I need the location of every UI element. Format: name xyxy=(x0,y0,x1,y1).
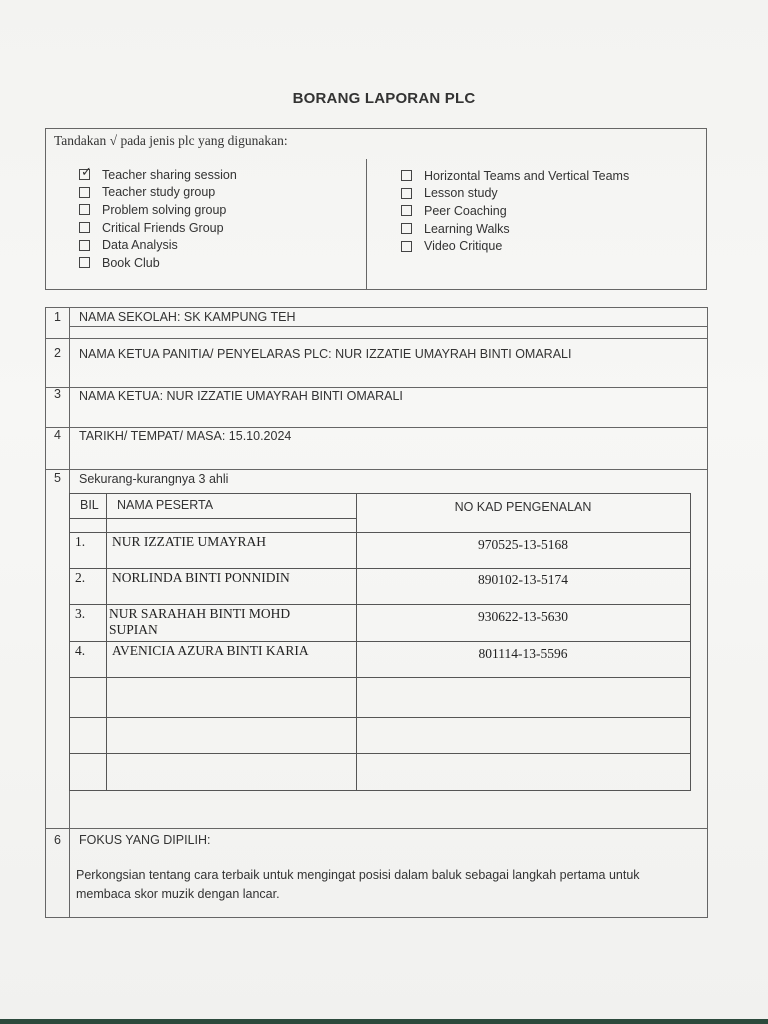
section-number: 5 xyxy=(54,471,61,485)
row-line xyxy=(70,532,690,533)
header-bil: BIL xyxy=(80,498,99,512)
section-number: 1 xyxy=(54,310,61,324)
participant-bil: 1. xyxy=(75,534,86,549)
section-leader-name: NAMA KETUA: NUR IZZATIE UMAYRAH BINTI OMARALI xyxy=(79,389,403,403)
section-number: 3 xyxy=(54,387,61,401)
row-line xyxy=(46,469,707,470)
section-plc-coordinator: NAMA KETUA PANITIA/ PENYELARAS PLC: NUR IZZATIE UMAYRAH BINTI OMARALI xyxy=(79,347,572,361)
row-line xyxy=(69,326,707,327)
plc-options-left xyxy=(79,166,237,272)
checkbox-icon[interactable] xyxy=(79,240,90,251)
participant-ic: 930622-13-5630 xyxy=(478,609,568,624)
option-horizontal-vertical-teams[interactable]: Horizontal Teams and Vertical Teams xyxy=(401,167,629,185)
checkbox-icon[interactable] xyxy=(401,223,412,234)
checkbox-icon[interactable] xyxy=(79,257,90,268)
section-school-name: NAMA SEKOLAH: SK KAMPUNG TEH xyxy=(79,310,296,324)
instruction-text: Tandakan √ pada jenis plc yang digunakan: xyxy=(54,133,288,148)
participant-name: NORLINDA BINTI PONNIDIN xyxy=(112,570,290,585)
option-lesson-study[interactable]: Lesson study xyxy=(401,185,629,203)
option-teacher-sharing-session[interactable]: ✓ Teacher sharing session xyxy=(79,166,237,184)
option-problem-solving-group[interactable]: Problem solving group xyxy=(79,201,237,219)
checkbox-icon[interactable] xyxy=(401,205,412,216)
row-line xyxy=(70,717,690,718)
participant-name: AVENICIA AZURA BINTI KARIA xyxy=(112,643,309,658)
option-book-club[interactable]: Book Club xyxy=(79,254,237,272)
option-data-analysis[interactable]: Data Analysis xyxy=(79,236,237,254)
option-critical-friends-group[interactable]: Critical Friends Group xyxy=(79,219,237,237)
section-number: 4 xyxy=(54,428,61,442)
option-peer-coaching[interactable]: Peer Coaching xyxy=(401,202,629,220)
checkbox-icon[interactable] xyxy=(401,170,412,181)
checkbox-icon[interactable] xyxy=(79,222,90,233)
checkbox-checked-icon[interactable] xyxy=(79,169,90,180)
section-number: 6 xyxy=(54,833,61,847)
column-divider xyxy=(366,159,367,289)
participant-name: NUR SARAHAH BINTI MOHD SUPIAN xyxy=(109,606,291,637)
header-participant-name: NAMA PESERTA xyxy=(117,498,214,512)
section-date-place-time: TARIKH/ TEMPAT/ MASA: 15.10.2024 xyxy=(79,429,292,443)
participant-ic: 801114-13-5596 xyxy=(478,646,568,661)
background-edge xyxy=(0,1019,768,1024)
option-teacher-study-group[interactable]: Teacher study group xyxy=(79,184,237,202)
row-line xyxy=(70,753,690,754)
row-line xyxy=(46,387,707,388)
option-video-critique[interactable]: Video Critique xyxy=(401,237,629,255)
participant-name: NUR IZZATIE UMAYRAH xyxy=(112,534,266,549)
participants-table xyxy=(69,493,691,791)
row-line xyxy=(46,427,707,428)
row-line xyxy=(70,677,690,678)
checkbox-icon[interactable] xyxy=(79,204,90,215)
header-ic-number: NO KAD PENGENALAN xyxy=(454,500,592,514)
option-learning-walks[interactable]: Learning Walks xyxy=(401,220,629,238)
participant-ic: 890102-13-5174 xyxy=(478,572,568,587)
section-members-note: Sekurang-kurangnya 3 ahli xyxy=(79,472,229,486)
checkbox-icon[interactable] xyxy=(401,241,412,252)
row-line xyxy=(70,604,690,605)
participant-bil: 4. xyxy=(75,643,86,658)
participant-ic: 970525-13-5168 xyxy=(478,537,568,552)
column-divider xyxy=(106,494,107,790)
focus-description: Perkongsian tentang cara terbaik untuk mengingat posisi dalam baluk sebagai langkah pertama untuk membaca skor muzik dengan lancar. xyxy=(76,868,640,901)
row-line xyxy=(46,828,707,829)
row-line xyxy=(70,518,356,519)
row-line xyxy=(70,568,690,569)
form-title: BORANG LAPORAN PLC xyxy=(292,90,476,107)
row-line xyxy=(70,641,690,642)
participant-bil: 3. xyxy=(75,606,86,621)
checkbox-icon[interactable] xyxy=(79,187,90,198)
plc-options-right xyxy=(401,167,629,255)
participant-bil: 2. xyxy=(75,570,86,585)
plc-type-box xyxy=(45,128,707,290)
checkbox-icon[interactable] xyxy=(401,188,412,199)
row-line xyxy=(46,338,707,339)
section-number: 2 xyxy=(54,346,61,360)
section-focus-label: FOKUS YANG DIPILIH: xyxy=(79,833,211,847)
